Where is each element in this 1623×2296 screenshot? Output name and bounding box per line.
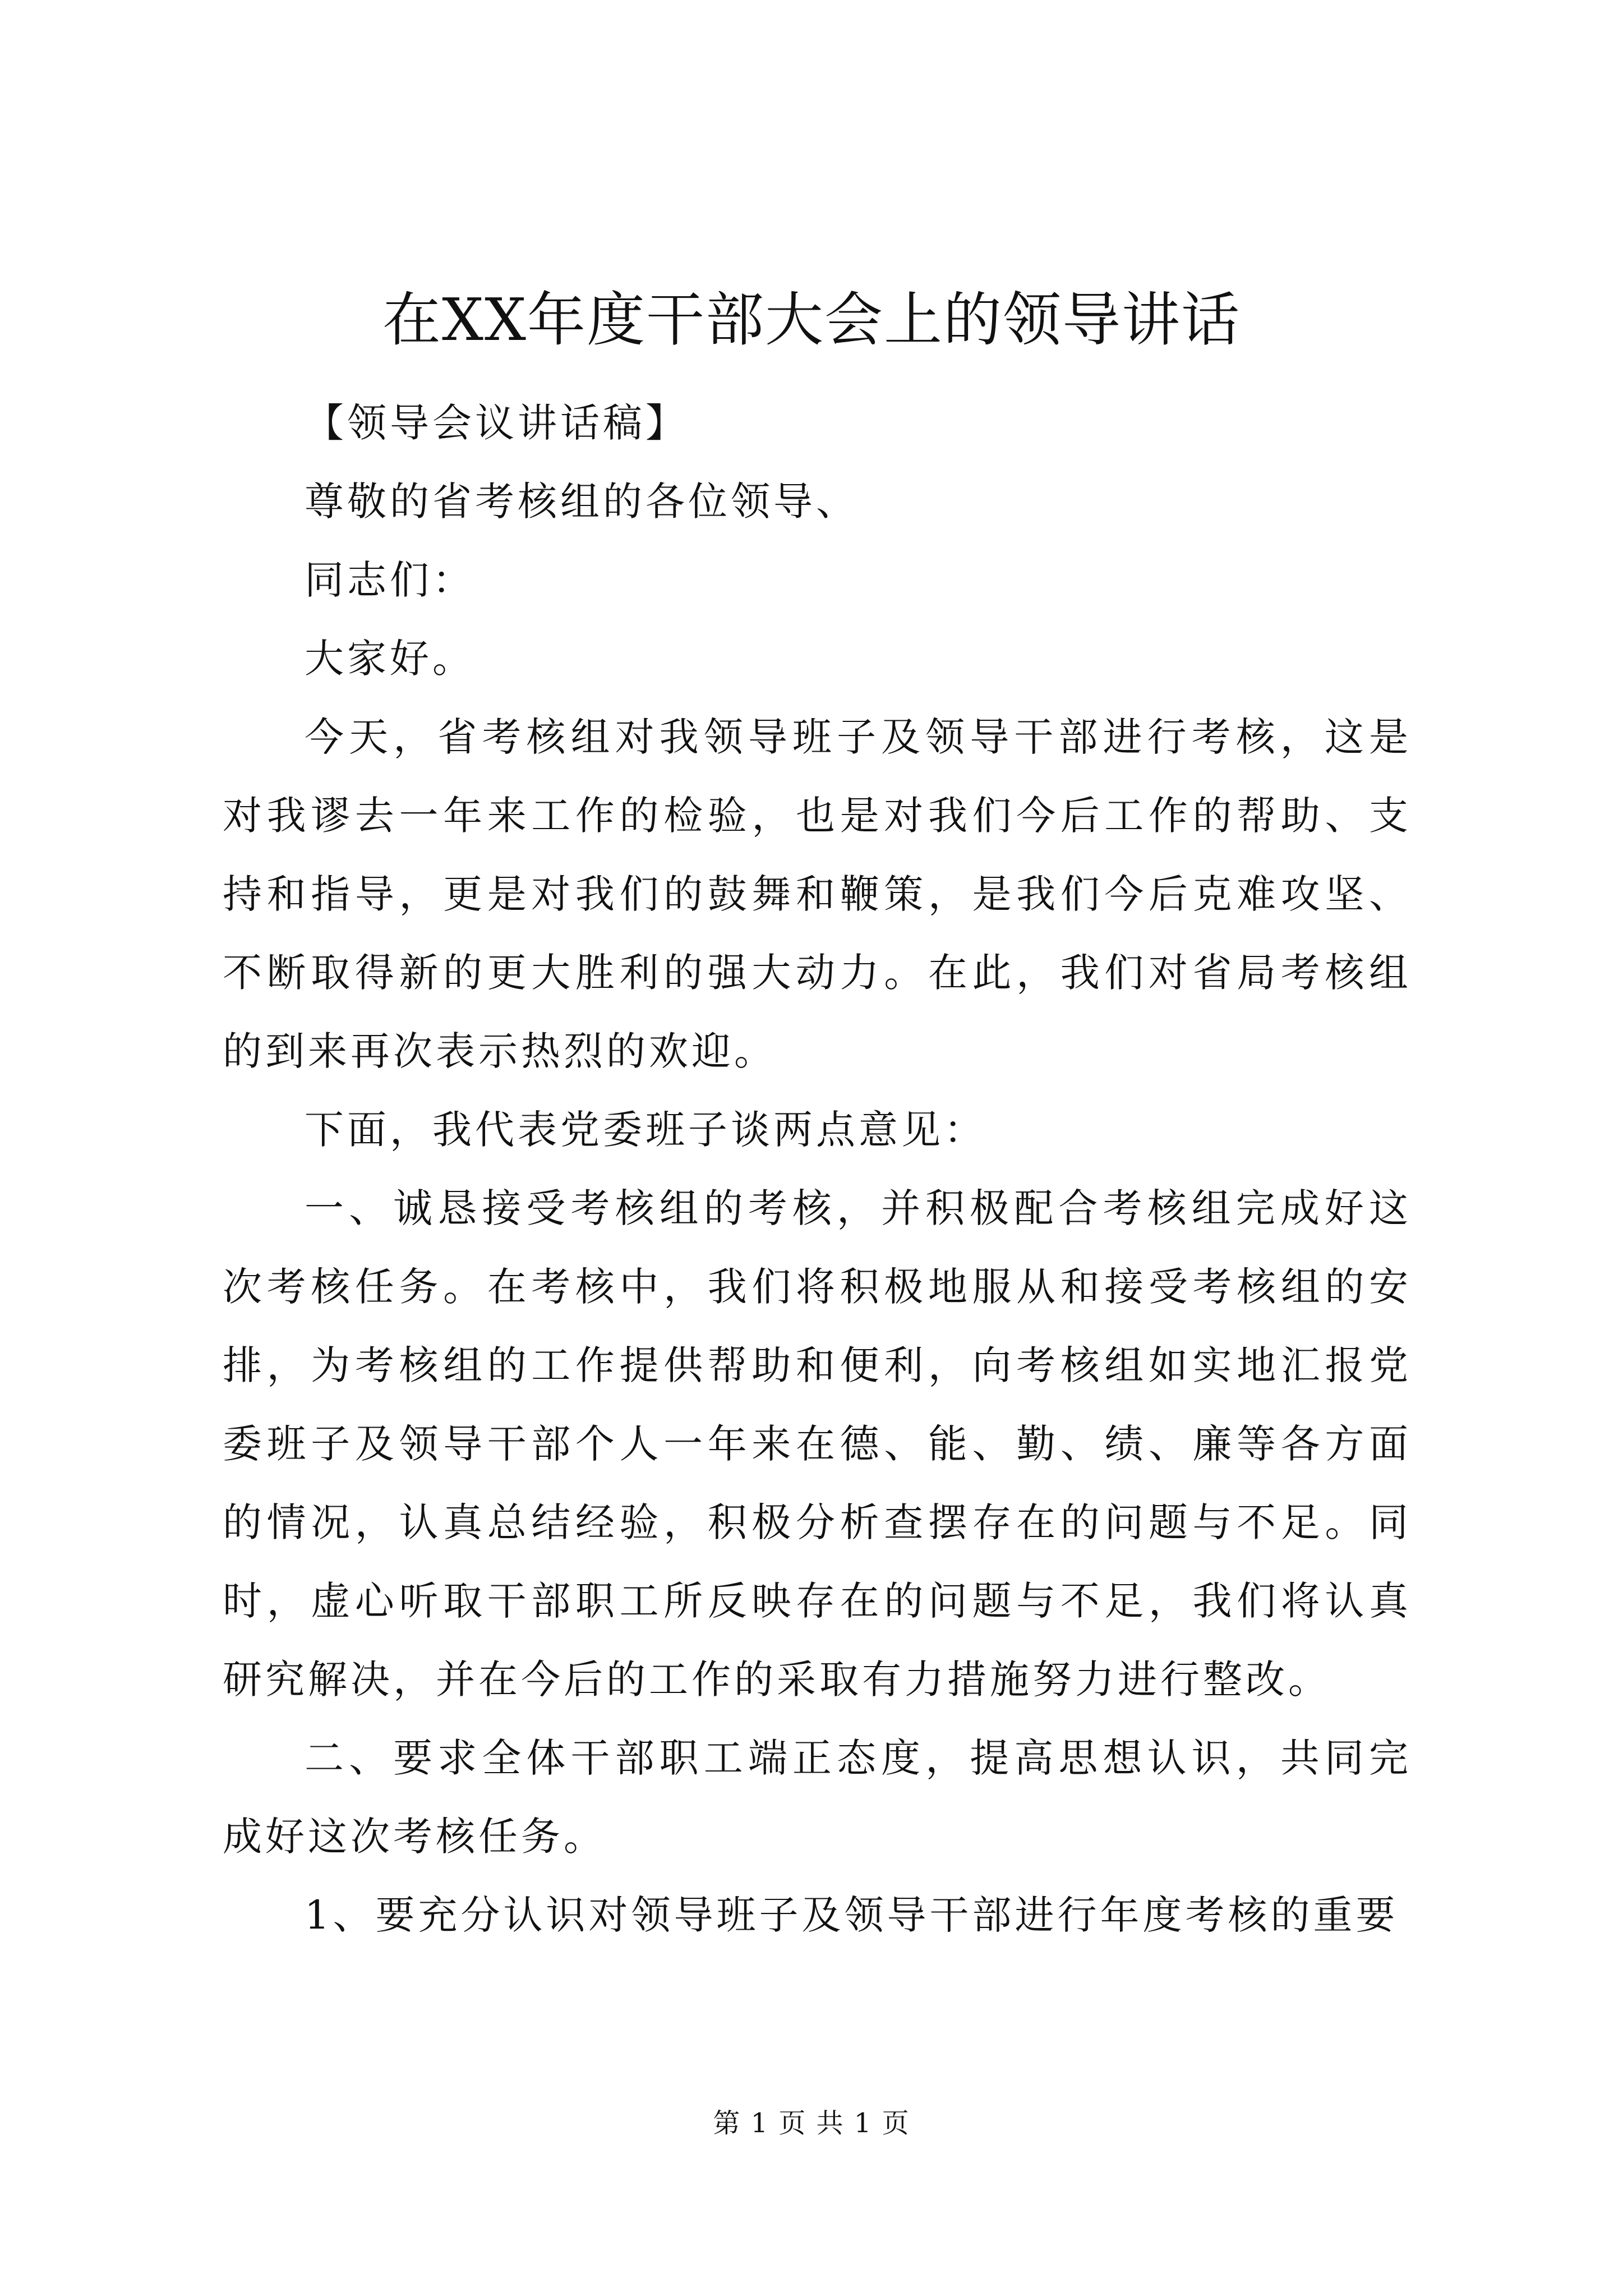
greeting-paragraph: 大家好。 xyxy=(305,636,475,682)
body-paragraph: 下面，我代表党委班子谈两点意见： xyxy=(305,1107,986,1153)
document-body xyxy=(223,384,1412,1954)
body-paragraph: 1、要充分认识对领导班子及领导干部进行年度考核的重要 xyxy=(305,1892,1399,1938)
salutation-line: 尊敬的省考核组的各位领导、 xyxy=(305,478,859,524)
body-paragraph: 二、要求全体干部职工端正态度，提高思想认识，共同完成好这次考核任务。 xyxy=(223,1735,1412,1860)
category-tag: 【领导会议讲话稿】 xyxy=(305,400,688,446)
page-footer: 第 1 页 共 1 页 xyxy=(713,2108,910,2139)
salutation-line: 同志们： xyxy=(305,557,475,603)
body-paragraph: 今天，省考核组对我领导班子及领导干部进行考核，这是对我谬去一年来工作的检验，也是对我们今后工作的帮助、支持和指导，更是对我们的鼓舞和鞭策，是我们今后克难攻坚、不断取得新的更大胜利的强大动力。在此，我们对省局考核组的到来再次表示热烈的欢迎。 xyxy=(223,714,1412,1074)
document-title: 在XX年度干部大会上的领导讲话 xyxy=(382,286,1241,354)
body-paragraph: 一、诚恳接受考核组的考核，并积极配合考核组完成好这次考核任务。在考核中，我们将积极地服从和接受考核组的安排，为考核组的工作提供帮助和便利，向考核组如实地汇报党委班子及领导干部个人一年来在德、能、勤、绩、廉等各方面的情况，认真总结经验，积极分析查摆存在的问题与不足。同时，虚心听取干部职工所反映存在的问题与不足，我们将认真研究解决，并在今后的工作的采取有力措施努力进行整改。 xyxy=(223,1185,1412,1703)
